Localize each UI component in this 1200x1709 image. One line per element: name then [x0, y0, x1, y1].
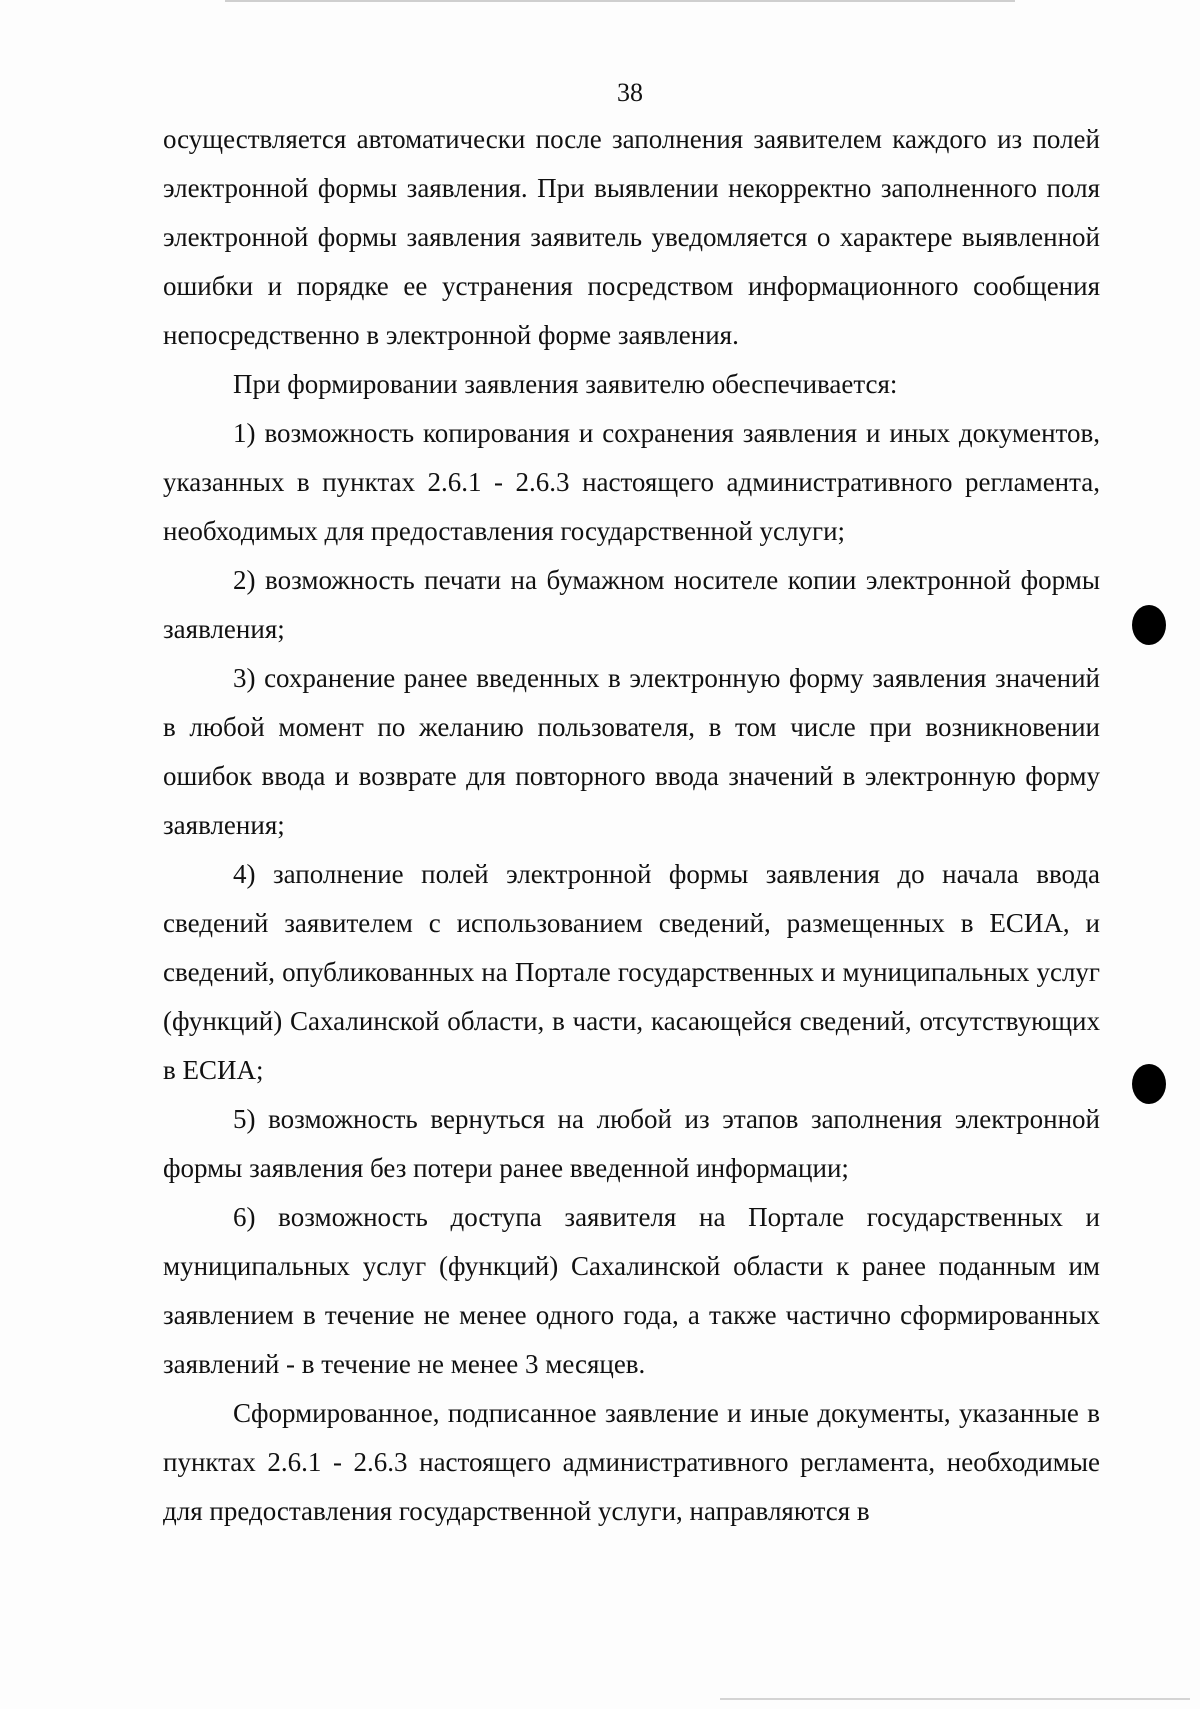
- list-item-4: 4) заполнение полей электронной формы заявления до начала ввода сведений заявителем с использованием сведений, размещенных в ЕСИА, и сведений, опубликованных на Портале государственных и муниципальных услуг (функций) Сахалинской области, в части, касающейся сведений, отсутствующих в ЕСИА;: [163, 859, 1100, 1085]
- paragraph-final: Сформированное, подписанное заявление и иные документы, указанные в пунктах 2.6.1 - 2.6.3 настоящего административного регламента, необходимые для предоставления государственной услуги, направляются в: [163, 1398, 1100, 1526]
- punch-hole-mark: [1132, 605, 1166, 645]
- scan-edge-line: [720, 1698, 1190, 1700]
- list-item-5: 5) возможность вернуться на любой из этапов заполнения электронной формы заявления без потери ранее введенной информации;: [163, 1104, 1100, 1183]
- list-item-2: 2) возможность печати на бумажном носителе копии электронной формы заявления;: [163, 565, 1100, 644]
- body-text: [163, 115, 1100, 1536]
- scan-edge-line: [225, 0, 1015, 2]
- paragraph-intro: При формировании заявления заявителю обеспечивается:: [233, 369, 898, 399]
- punch-hole-mark: [1132, 1064, 1166, 1104]
- list-item-3: 3) сохранение ранее введенных в электронную форму заявления значений в любой момент по желанию пользователя, в том числе при возникновении ошибок ввода и возврате для повторного ввода значений в электронную форму заявления;: [163, 663, 1100, 840]
- paragraph-continuation: осуществляется автоматически после заполнения заявителем каждого из полей электронной формы заявления. При выявлении некорректно заполненного поля электронной формы заявления заявитель уведомляется о характере выявленной ошибки и порядке ее устранения посредством информационного сообщения непосредственно в электронной форме заявления.: [163, 124, 1100, 350]
- list-item-1: 1) возможность копирования и сохранения заявления и иных документов, указанных в пунктах 2.6.1 - 2.6.3 настоящего административного регламента, необходимых для предоставления государственной услуги;: [163, 418, 1100, 546]
- page-number: 38: [617, 78, 643, 107]
- list-item-6: 6) возможность доступа заявителя на Портале государственных и муниципальных услуг (функций) Сахалинской области к ранее поданным им заявлением в течение не менее одного года, а также частично сформированных заявлений - в течение не менее 3 месяцев.: [163, 1202, 1100, 1379]
